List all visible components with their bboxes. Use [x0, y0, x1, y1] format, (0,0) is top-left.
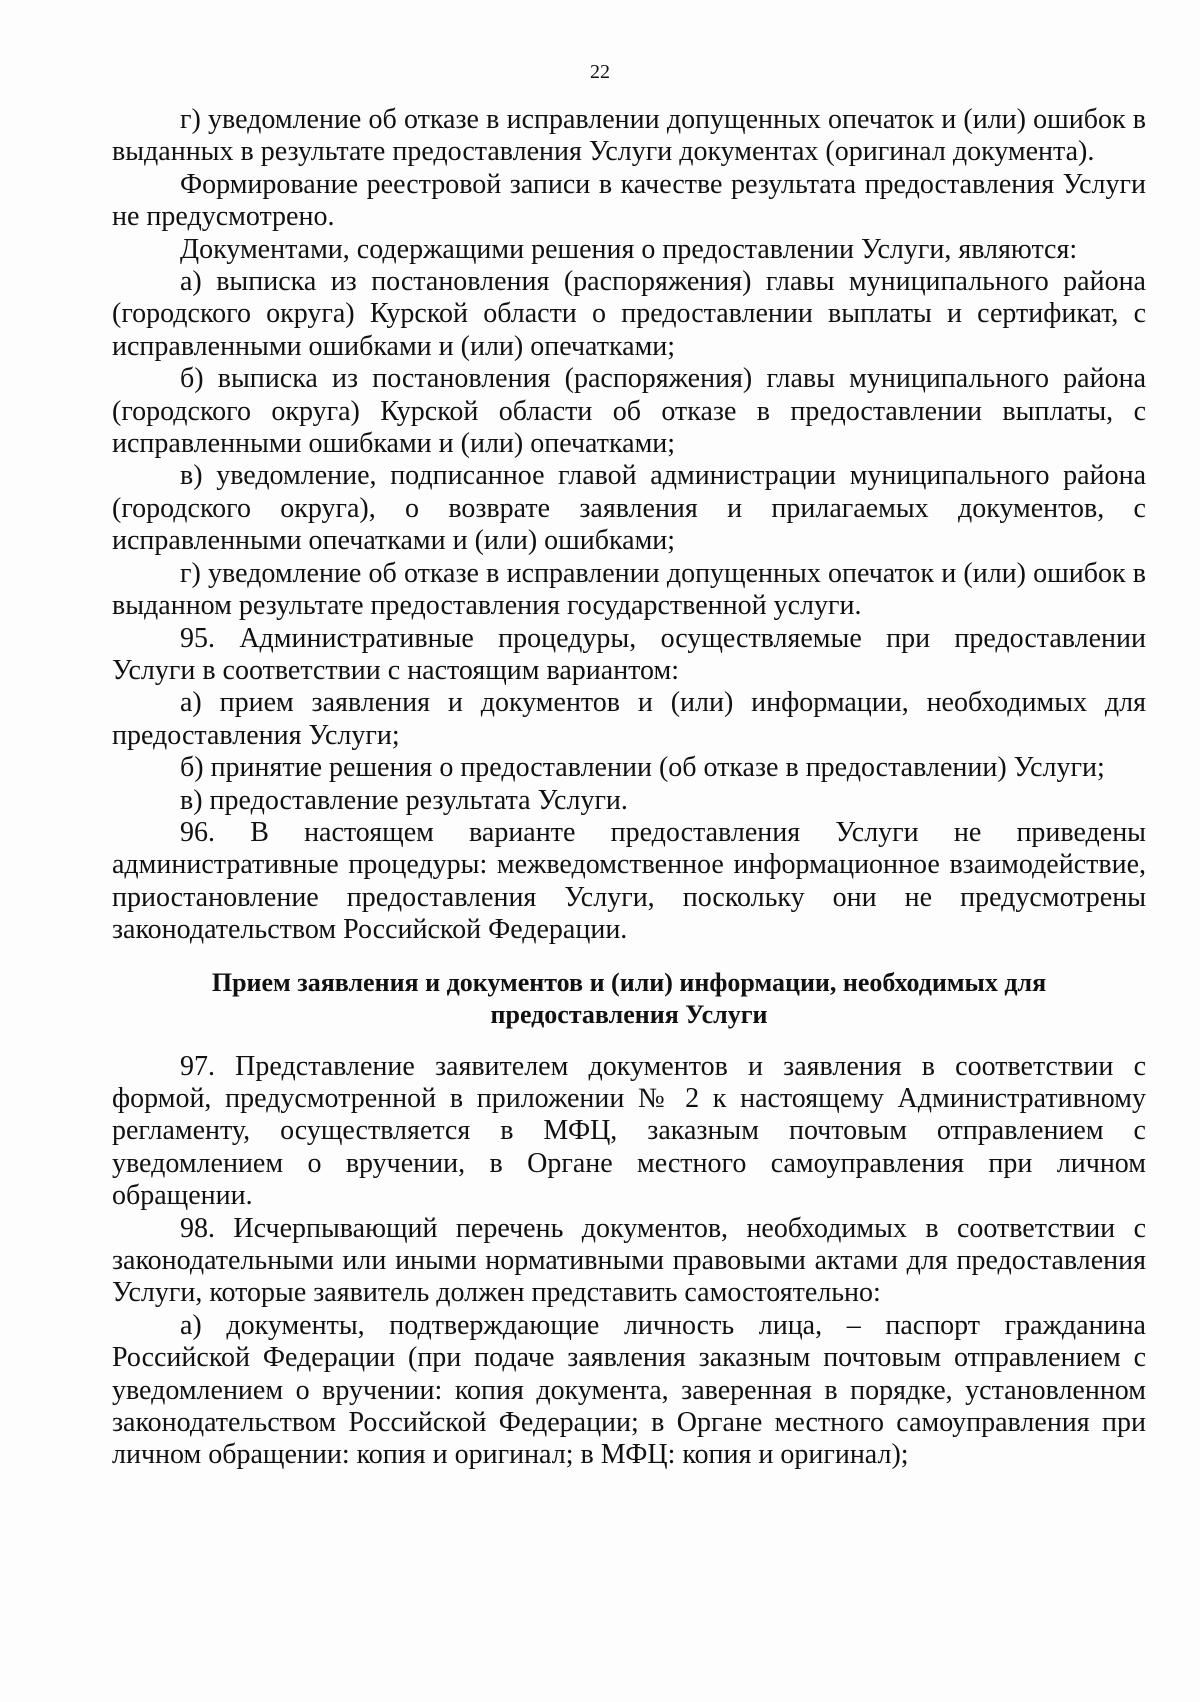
list-item-95-v: в) предоставление результата Услуги.: [180, 784, 628, 816]
paragraph-97: 97. Представление заявителем документов и заявления в соответствии с формой, предусмотренной в приложении № 2 к настоящему Административному регламенту, осуществляется в МФЦ, заказным почтовым отправлением с уведомлением о вручении, в Органе местного самоуправления при личном обращении.: [112, 1050, 1146, 1212]
list-item-a-extract-grant: а) выписка из постановления (распоряжения) главы муниципального района (городского округа) Курской области о предоставлении выплаты и сертификат, с исправленными ошибками и (или) опечатками;: [112, 266, 1146, 362]
document-body: [112, 104, 1146, 1472]
page-number: 22: [590, 61, 610, 83]
list-item-98-a: а) документы, подтверждающие личность лица, – паспорт гражданина Российской Федерации (при подаче заявления заказным почтовым отправлением с уведомлением о вручении: копия документа, заверенная в порядке, установленном законодательством Российской Федерации; в Органе местного самоуправления при личном обращении: копия и оригинал; в МФЦ: копия и оригинал);: [112, 1309, 1146, 1471]
list-item-v-notice-return: в) уведомление, подписанное главой администрации муниципального района (городского округа), о возврате заявления и прилагаемых документов, с исправленными опечатками и (или) ошибками;: [112, 460, 1146, 557]
list-item-95-b: б) принятие решения о предоставлении (об отказе в предоставлении) Услуги;: [180, 752, 1105, 784]
paragraph-decision-documents: Документами, содержащими решения о предоставлении Услуги, являются:: [180, 233, 1078, 265]
section-heading: Прием заявления и документов и (или) информации, необходимых для предоставления Услуги: [211, 967, 1047, 1029]
paragraph-96: 96. В настоящем варианте предоставления Услуги не приведены административные процедуры: межведомственное информационное взаимодействие, приостановление предоставления Услуги, поскольку они не предусмотрены законодательством Российской Федерации.: [112, 816, 1146, 946]
paragraph-98: 98. Исчерпывающий перечень документов, необходимых в соответствии с законодательными или иными нормативными правовыми актами для предоставления Услуги, которые заявитель должен представить самостоятельно:: [112, 1212, 1146, 1309]
paragraph-notice-refusal-correction: г) уведомление об отказе в исправлении допущенных опечаток и (или) ошибок в выданных в результате предоставления Услуги документах (оригинал документа).: [112, 104, 1146, 168]
list-item-b-extract-refusal: б) выписка из постановления (распоряжения) главы муниципального района (городского округа) Курской области об отказе в предоставлении выплаты, с исправленными ошибками и (или) опечатками;: [112, 363, 1146, 460]
list-item-95-a: а) прием заявления и документов и (или) информации, необходимых для предоставления Услуги;: [112, 687, 1146, 751]
paragraph-95: 95. Административные процедуры, осуществляемые при предоставлении Услуги в соответствии с настоящим вариантом:: [112, 622, 1146, 686]
paragraph-registry-record: Формирование реестровой записи в качестве результата предоставления Услуги не предусмотрено.: [112, 168, 1146, 233]
list-item-g-notice-refusal: г) уведомление об отказе в исправлении допущенных опечаток и (или) ошибок в выданном результате предоставления государственной услуги.: [112, 557, 1146, 622]
